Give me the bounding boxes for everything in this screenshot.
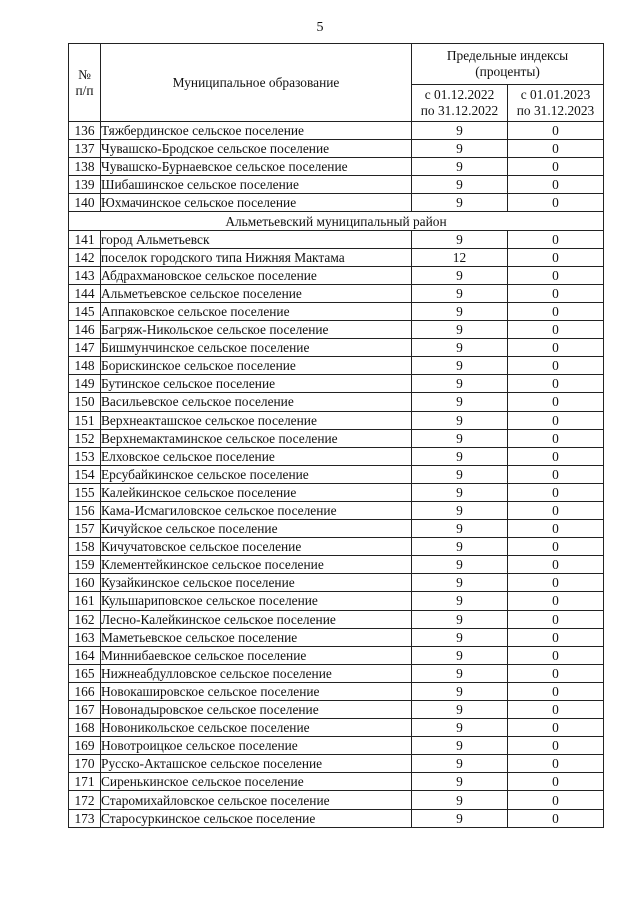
row-index-2023: 0 xyxy=(508,284,604,302)
row-index-2022: 9 xyxy=(412,411,508,429)
row-index-2023: 0 xyxy=(508,755,604,773)
table-row xyxy=(69,393,604,411)
row-index-2022: 9 xyxy=(412,682,508,700)
row-index-2023: 0 xyxy=(508,357,604,375)
row-index-2023: 0 xyxy=(508,628,604,646)
row-index-2022: 9 xyxy=(412,447,508,465)
row-index-2022: 9 xyxy=(412,592,508,610)
row-index-2023: 0 xyxy=(508,556,604,574)
row-index-2023: 0 xyxy=(508,701,604,719)
row-number: 147 xyxy=(69,339,101,357)
table-row xyxy=(69,501,604,519)
row-number: 155 xyxy=(69,483,101,501)
row-index-2022: 9 xyxy=(412,701,508,719)
row-index-2022: 9 xyxy=(412,610,508,628)
row-index-2022: 9 xyxy=(412,465,508,483)
table-row xyxy=(69,701,604,719)
row-index-2023: 0 xyxy=(508,122,604,140)
row-index-2023: 0 xyxy=(508,176,604,194)
row-municipality: Клементейкинское сельское поселение xyxy=(101,556,412,574)
table-row xyxy=(69,411,604,429)
row-index-2022: 9 xyxy=(412,321,508,339)
row-number: 173 xyxy=(69,809,101,827)
row-index-2022: 9 xyxy=(412,266,508,284)
table-row xyxy=(69,592,604,610)
row-index-2022: 9 xyxy=(412,556,508,574)
row-number: 166 xyxy=(69,682,101,700)
tariff-index-table xyxy=(68,43,604,828)
row-municipality: Калейкинское сельское поселение xyxy=(101,483,412,501)
row-index-2022: 9 xyxy=(412,140,508,158)
header-period-2023 xyxy=(508,85,604,122)
row-number: 138 xyxy=(69,158,101,176)
row-index-2023: 0 xyxy=(508,664,604,682)
row-municipality: Новоникольское сельское поселение xyxy=(101,719,412,737)
row-number: 154 xyxy=(69,465,101,483)
row-index-2023: 0 xyxy=(508,447,604,465)
row-number: 156 xyxy=(69,501,101,519)
row-municipality: Кичучатовское сельское поселение xyxy=(101,538,412,556)
header-period-2022 xyxy=(412,85,508,122)
table-row xyxy=(69,682,604,700)
row-number: 142 xyxy=(69,248,101,266)
row-index-2023: 0 xyxy=(508,465,604,483)
table-row xyxy=(69,302,604,320)
row-index-2022: 9 xyxy=(412,628,508,646)
table-row xyxy=(69,357,604,375)
row-index-2023: 0 xyxy=(508,501,604,519)
row-index-2022: 9 xyxy=(412,664,508,682)
row-index-2023: 0 xyxy=(508,194,604,212)
table-body-part2 xyxy=(69,230,604,827)
row-index-2022: 9 xyxy=(412,483,508,501)
row-municipality: Шибашинское сельское поселение xyxy=(101,176,412,194)
table-row xyxy=(69,375,604,393)
row-number: 141 xyxy=(69,230,101,248)
table-row xyxy=(69,321,604,339)
row-number: 150 xyxy=(69,393,101,411)
row-index-2023: 0 xyxy=(508,538,604,556)
row-index-2023: 0 xyxy=(508,158,604,176)
row-number: 172 xyxy=(69,791,101,809)
row-index-2023: 0 xyxy=(508,339,604,357)
row-municipality: Сиренькинское сельское поселение xyxy=(101,773,412,791)
table-row xyxy=(69,176,604,194)
row-number: 144 xyxy=(69,284,101,302)
row-municipality: Ерсубайкинское сельское поселение xyxy=(101,465,412,483)
row-municipality: город Альметьевск xyxy=(101,230,412,248)
row-number: 167 xyxy=(69,701,101,719)
row-number: 158 xyxy=(69,538,101,556)
row-number: 165 xyxy=(69,664,101,682)
row-number: 151 xyxy=(69,411,101,429)
table-row xyxy=(69,266,604,284)
row-index-2022: 9 xyxy=(412,357,508,375)
row-number: 162 xyxy=(69,610,101,628)
row-number: 146 xyxy=(69,321,101,339)
row-number: 163 xyxy=(69,628,101,646)
row-municipality: Бишмунчинское сельское поселение xyxy=(101,339,412,357)
row-municipality: Чувашско-Бродское сельское поселение xyxy=(101,140,412,158)
table-row xyxy=(69,248,604,266)
table-row xyxy=(69,158,604,176)
row-number: 160 xyxy=(69,574,101,592)
row-number: 169 xyxy=(69,737,101,755)
table-row xyxy=(69,140,604,158)
header-number xyxy=(69,44,101,122)
row-index-2022: 9 xyxy=(412,737,508,755)
row-index-2022: 9 xyxy=(412,773,508,791)
row-index-2023: 0 xyxy=(508,248,604,266)
row-municipality: Юхмачинское сельское поселение xyxy=(101,194,412,212)
row-index-2023: 0 xyxy=(508,574,604,592)
header-municipality xyxy=(101,44,412,122)
row-index-2022: 9 xyxy=(412,574,508,592)
row-number: 168 xyxy=(69,719,101,737)
row-index-2023: 0 xyxy=(508,610,604,628)
table-row xyxy=(69,755,604,773)
row-number: 153 xyxy=(69,447,101,465)
table-row xyxy=(69,520,604,538)
row-index-2023: 0 xyxy=(508,429,604,447)
row-number: 164 xyxy=(69,646,101,664)
table-row xyxy=(69,646,604,664)
row-number: 157 xyxy=(69,520,101,538)
row-index-2023: 0 xyxy=(508,375,604,393)
row-index-2022: 9 xyxy=(412,194,508,212)
header-index-group-label: Предельные индексы (проценты) xyxy=(446,48,569,79)
table-row xyxy=(69,284,604,302)
row-index-2023: 0 xyxy=(508,483,604,501)
row-index-2022: 9 xyxy=(412,755,508,773)
row-index-2022: 9 xyxy=(412,158,508,176)
row-number: 148 xyxy=(69,357,101,375)
row-index-2022: 9 xyxy=(412,646,508,664)
row-index-2022: 9 xyxy=(412,538,508,556)
row-index-2023: 0 xyxy=(508,411,604,429)
header-period-2023-label: с 01.01.2023 по 31.12.2023 xyxy=(516,87,595,118)
row-index-2022: 9 xyxy=(412,339,508,357)
section-body xyxy=(69,212,604,230)
row-index-2022: 9 xyxy=(412,302,508,320)
row-municipality: Абдрахмановское сельское поселение xyxy=(101,266,412,284)
row-number: 139 xyxy=(69,176,101,194)
section-title: Альметьевский муниципальный район xyxy=(69,212,604,230)
row-municipality: Кузайкинское сельское поселение xyxy=(101,574,412,592)
row-municipality: Новокашировское сельское поселение xyxy=(101,682,412,700)
row-municipality: Елховское сельское поселение xyxy=(101,447,412,465)
table-row xyxy=(69,339,604,357)
row-municipality: Бутинское сельское поселение xyxy=(101,375,412,393)
header-index-group xyxy=(412,44,604,85)
header-number-label: № п/п xyxy=(75,66,94,98)
table-row xyxy=(69,194,604,212)
table-row xyxy=(69,773,604,791)
row-number: 159 xyxy=(69,556,101,574)
row-index-2022: 9 xyxy=(412,429,508,447)
row-number: 143 xyxy=(69,266,101,284)
row-municipality: Верхнеакташское сельское поселение xyxy=(101,411,412,429)
page-number: 5 xyxy=(316,20,324,35)
row-number: 136 xyxy=(69,122,101,140)
row-index-2023: 0 xyxy=(508,773,604,791)
row-index-2023: 0 xyxy=(508,592,604,610)
table-row xyxy=(69,556,604,574)
section-row xyxy=(69,212,604,230)
row-index-2022: 9 xyxy=(412,520,508,538)
row-index-2022: 9 xyxy=(412,809,508,827)
table-row xyxy=(69,719,604,737)
row-number: 170 xyxy=(69,755,101,773)
row-index-2022: 9 xyxy=(412,393,508,411)
row-municipality: поселок городского типа Нижняя Мактама xyxy=(101,248,412,266)
row-index-2023: 0 xyxy=(508,791,604,809)
row-municipality: Альметьевское сельское поселение xyxy=(101,284,412,302)
row-municipality: Новонадыровское сельское поселение xyxy=(101,701,412,719)
row-index-2022: 9 xyxy=(412,719,508,737)
table-row xyxy=(69,538,604,556)
row-index-2023: 0 xyxy=(508,682,604,700)
row-index-2022: 9 xyxy=(412,230,508,248)
row-municipality: Чувашско-Бурнаевское сельское поселение xyxy=(101,158,412,176)
row-index-2022: 9 xyxy=(412,176,508,194)
row-index-2023: 0 xyxy=(508,737,604,755)
table-row xyxy=(69,628,604,646)
table-row xyxy=(69,483,604,501)
row-municipality: Старосуркинское сельское поселение xyxy=(101,809,412,827)
row-number: 152 xyxy=(69,429,101,447)
row-municipality: Багряж-Никольское сельское поселение xyxy=(101,321,412,339)
row-municipality: Маметьевское сельское поселение xyxy=(101,628,412,646)
row-municipality: Борискинское сельское поселение xyxy=(101,357,412,375)
table-row xyxy=(69,737,604,755)
row-municipality: Новотроицкое сельское поселение xyxy=(101,737,412,755)
row-index-2022: 9 xyxy=(412,375,508,393)
row-index-2022: 9 xyxy=(412,791,508,809)
row-municipality: Кичуйское сельское поселение xyxy=(101,520,412,538)
row-index-2022: 9 xyxy=(412,284,508,302)
row-municipality: Русско-Акташское сельское поселение xyxy=(101,755,412,773)
row-index-2023: 0 xyxy=(508,230,604,248)
row-index-2022: 12 xyxy=(412,248,508,266)
row-index-2023: 0 xyxy=(508,140,604,158)
row-municipality: Верхнемактаминское сельское поселение xyxy=(101,429,412,447)
table-row xyxy=(69,230,604,248)
row-index-2023: 0 xyxy=(508,809,604,827)
table-row xyxy=(69,574,604,592)
header-period-2022-label: с 01.12.2022 по 31.12.2022 xyxy=(420,87,499,118)
row-number: 171 xyxy=(69,773,101,791)
table-row xyxy=(69,429,604,447)
row-index-2023: 0 xyxy=(508,302,604,320)
row-number: 145 xyxy=(69,302,101,320)
row-municipality: Старомихайловское сельское поселение xyxy=(101,791,412,809)
table-body-part1 xyxy=(69,122,604,212)
row-municipality: Нижнеабдулловское сельское поселение xyxy=(101,664,412,682)
row-index-2023: 0 xyxy=(508,520,604,538)
row-index-2023: 0 xyxy=(508,646,604,664)
row-number: 140 xyxy=(69,194,101,212)
row-index-2023: 0 xyxy=(508,393,604,411)
row-municipality: Васильевское сельское поселение xyxy=(101,393,412,411)
row-index-2022: 9 xyxy=(412,501,508,519)
row-number: 137 xyxy=(69,140,101,158)
row-index-2023: 0 xyxy=(508,719,604,737)
row-index-2022: 9 xyxy=(412,122,508,140)
row-municipality: Кульшариповское сельское поселение xyxy=(101,592,412,610)
header-municipality-label: Муниципальное образование xyxy=(172,74,340,90)
table-row xyxy=(69,664,604,682)
row-municipality: Тяжбердинское сельское поселение xyxy=(101,122,412,140)
row-index-2023: 0 xyxy=(508,321,604,339)
table-row xyxy=(69,809,604,827)
row-index-2023: 0 xyxy=(508,266,604,284)
table-row xyxy=(69,447,604,465)
table-row xyxy=(69,791,604,809)
table-row xyxy=(69,610,604,628)
row-municipality: Лесно-Калейкинское сельское поселение xyxy=(101,610,412,628)
row-municipality: Кама-Исмагиловское сельское поселение xyxy=(101,501,412,519)
row-number: 149 xyxy=(69,375,101,393)
table-row xyxy=(69,465,604,483)
row-municipality: Аппаковское сельское поселение xyxy=(101,302,412,320)
row-number: 161 xyxy=(69,592,101,610)
row-municipality: Миннибаевское сельское поселение xyxy=(101,646,412,664)
table-row xyxy=(69,122,604,140)
